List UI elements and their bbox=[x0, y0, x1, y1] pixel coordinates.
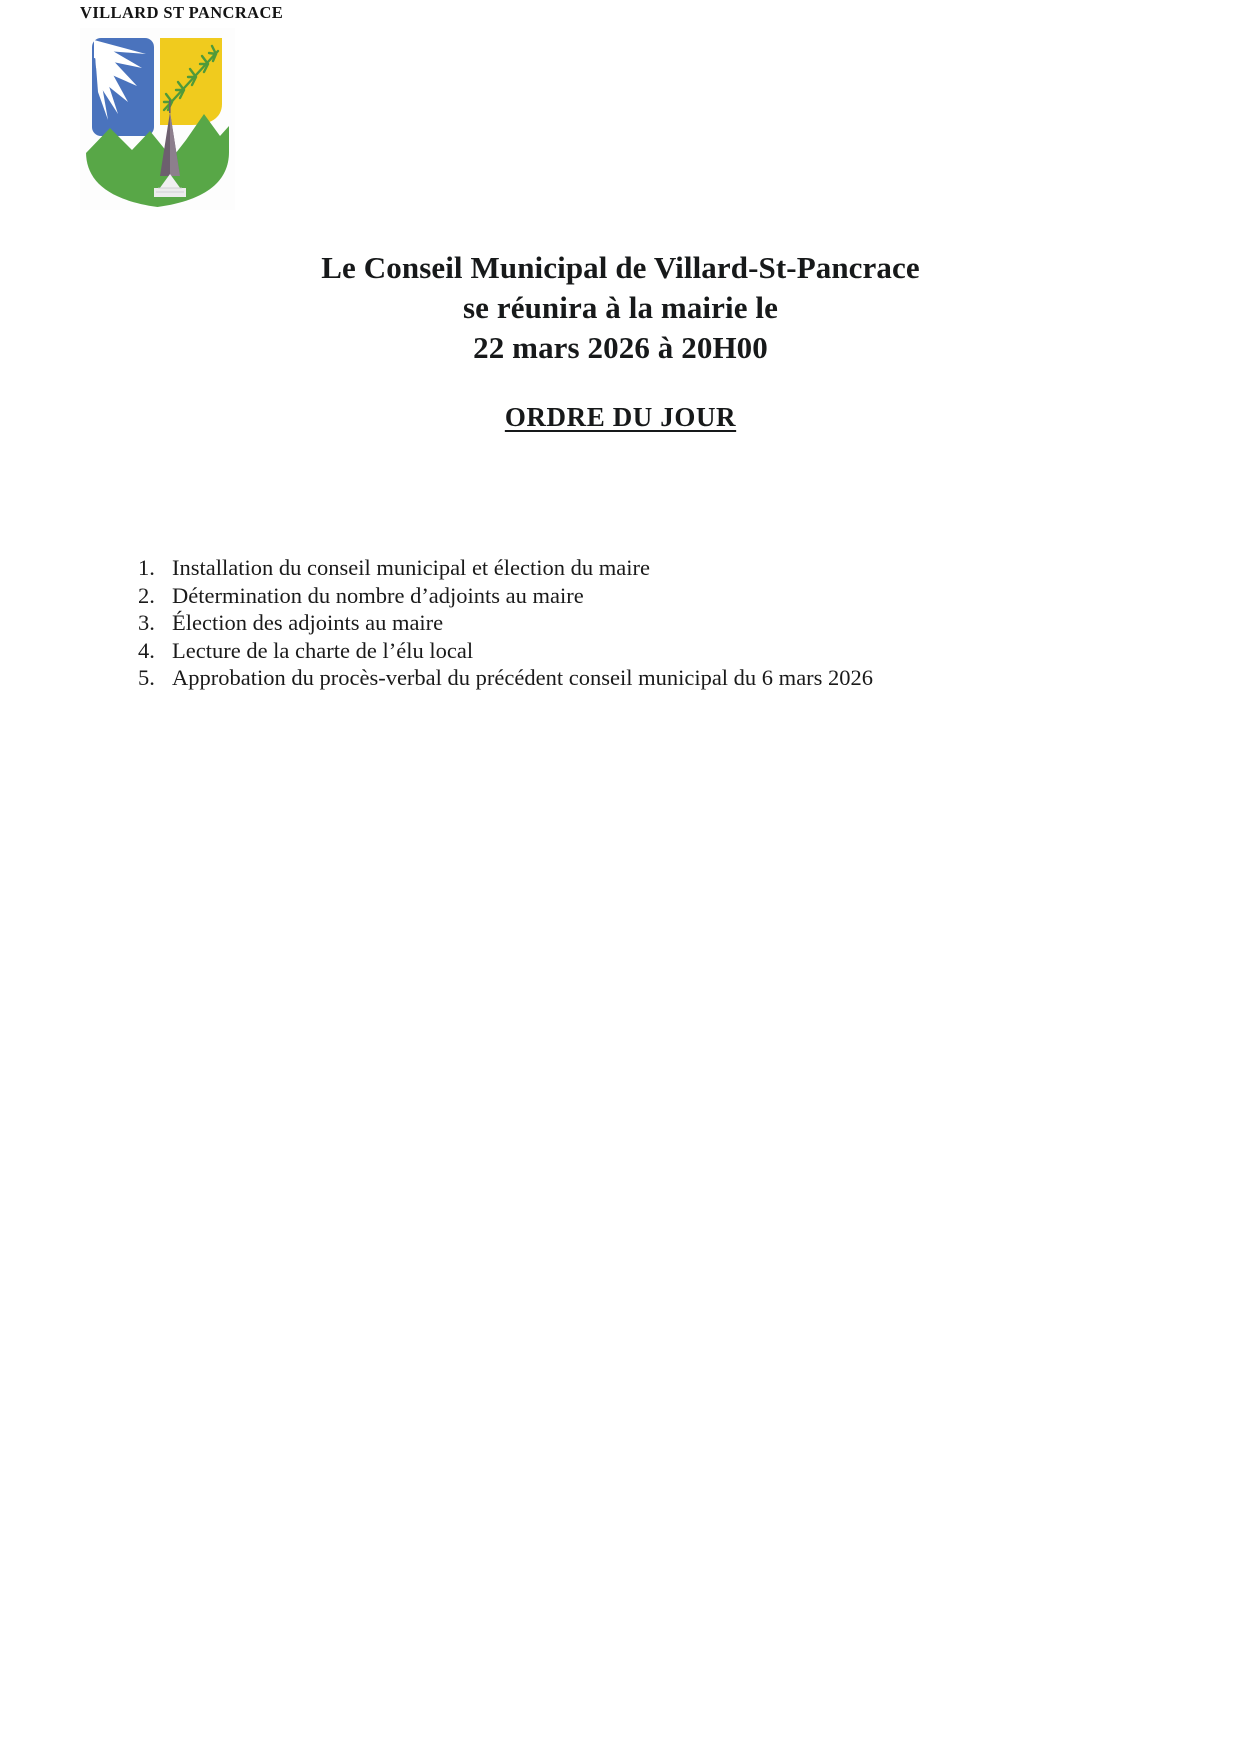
agenda-item-number: 2. bbox=[138, 582, 155, 608]
document-header bbox=[72, 4, 342, 210]
title-line-3: 22 mars 2026 à 20H00 bbox=[473, 330, 768, 365]
title-line-1: Le Conseil Municipal de Villard-St-Pancrace bbox=[321, 250, 920, 285]
commune-name: VILLARD ST PANCRACE bbox=[80, 3, 284, 22]
agenda-item-text: Élection des adjoints au maire bbox=[172, 610, 444, 635]
agenda-list-item bbox=[138, 637, 1118, 665]
agenda-list bbox=[138, 554, 1118, 692]
agenda-item-number: 5. bbox=[138, 665, 155, 690]
agenda-item-number: 1. bbox=[138, 555, 155, 580]
agenda-item-number: 3. bbox=[138, 610, 155, 635]
agenda-item-text: Approbation du procès-verbal du précédent conseil municipal du 6 mars 2026 bbox=[172, 665, 874, 690]
agenda-item-text: Lecture de la charte de l’élu local bbox=[172, 637, 474, 663]
agenda-heading bbox=[0, 400, 1241, 434]
agenda-heading-text: ORDRE DU JOUR bbox=[504, 402, 737, 432]
meeting-title bbox=[0, 248, 1241, 368]
agenda-item-number: 4. bbox=[138, 637, 155, 663]
sun-rays-quarter bbox=[92, 38, 154, 136]
agenda-item-text: Installation du conseil municipal et élection du maire bbox=[172, 555, 650, 580]
agenda-item-text: Détermination du nombre d’adjoints au maire bbox=[172, 582, 584, 608]
title-line-2: se réunira à la mairie le bbox=[463, 290, 778, 325]
agenda-list-item bbox=[138, 609, 1118, 637]
coat-of-arms bbox=[80, 28, 235, 210]
agenda-list-item bbox=[138, 554, 1118, 582]
agenda-list-item bbox=[138, 664, 1118, 692]
agenda-list-item bbox=[138, 582, 1118, 610]
